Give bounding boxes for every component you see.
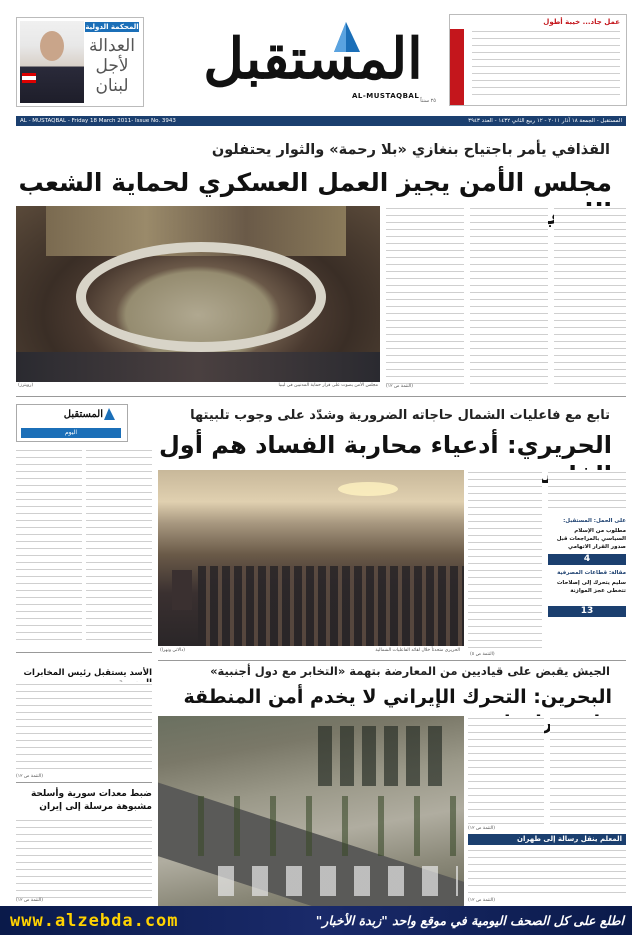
second-continued: (التتمة ص ٥) [470, 652, 495, 657]
logo [188, 14, 438, 98]
logo-english: AL-MUSTAQBAL [352, 92, 420, 100]
side-index-item-2[interactable]: سليم يتحرك إلى إصلاحات تتخطى عجز الموازنة [556, 580, 626, 594]
third-continued: (التتمة ص ١٢) [468, 826, 496, 831]
slogan-line-3: لبنان [95, 76, 129, 96]
third-headline: البحرين: التحرك الإيراني لا يخدم أمن المنطقة [183, 686, 612, 708]
photo-foreground [16, 352, 380, 382]
third-photo [158, 716, 464, 906]
side-index-item-1[interactable]: مطلوب من الإسلام السياسي بالمراجعات قبل صدور القرار الاتهامي [556, 528, 626, 550]
side-index-number-1: 4 [548, 554, 626, 565]
lead-headline: مجلس الأمن يجيز العمل العسكري لحماية الشعب [18, 168, 612, 197]
footer-promo: اطلع على كل الصحف اليومية في موقع واحد "زبدة الأخبار" [315, 913, 624, 928]
tanks [318, 726, 448, 786]
dateline-english: AL - MUSTAQBAL - Friday 18 March 2011- Issue No. 3943 [20, 118, 176, 124]
audience [198, 566, 464, 646]
chandelier [338, 482, 398, 496]
side-box-red-strip [450, 29, 464, 105]
third-column-2 [550, 716, 626, 826]
divider-1 [16, 396, 626, 397]
lead-column-2 [470, 206, 548, 384]
lead-column-1 [386, 206, 464, 384]
dateline-arabic: المستقبل - الجمعة ١٨ آذار ٢٠١١ - ١٢ ربيع الثاني ١٤٣٢ - العدد ٣٩٤٣ [468, 118, 622, 124]
podium [172, 570, 192, 610]
lead-photo-caption: مجلس الأمن يصوت على قرار حماية المدنيين في ليبيا [278, 383, 378, 388]
divider-2 [158, 660, 626, 661]
third-column-1 [468, 716, 544, 826]
tribunal-title: المحكمة الدولية [85, 23, 139, 31]
bottom-story-continued: (التتمة ص ١٢) [468, 898, 496, 903]
side-index-label-1: على الحمل: المستقبل: [563, 518, 626, 524]
palm-trees [168, 796, 464, 856]
tribunal-ad [16, 17, 144, 107]
side-box-text [472, 29, 620, 101]
price: ٢٥ سنتاً [420, 98, 436, 104]
today-logo: المستقبل [63, 409, 103, 420]
second-photo [158, 470, 464, 646]
side-box [449, 14, 627, 106]
side-index-text-top [548, 470, 626, 514]
second-left-column-2 [86, 448, 152, 646]
bottom-story-text [468, 848, 626, 898]
today-label: اليوم [21, 428, 121, 438]
today-sail-icon [101, 407, 117, 423]
lead-column-3 [554, 206, 626, 384]
lead-kicker: القذافي يأمر باجتياح بنغازي «بلا رحمة» والثوار يحتفلون [211, 142, 610, 158]
slogan-line-2: لأجل [95, 56, 129, 76]
lebanon-flag-icon [22, 73, 36, 83]
second-left-column-1 [16, 448, 82, 646]
brief-2-title: ضبط معدات سورية وأسلحة مشبوهة مرسلة إلى إيران [30, 789, 152, 812]
brief-1-title: الأسد يستقبل رئيس المخابرات [23, 668, 152, 678]
portrait-head [40, 31, 64, 61]
portrait-photo [20, 21, 84, 103]
parked-cars [218, 866, 458, 896]
divider-briefs [16, 782, 152, 783]
second-kicker: تابع مع فاعليات الشمال حاجاته الضرورية وشدّد على وجوب تلبيتها [190, 408, 610, 423]
brief-1-continued: (التتمة ص ١٢) [16, 774, 44, 779]
logo-arabic: المستقبل [203, 26, 423, 92]
footer-banner[interactable] [0, 906, 632, 935]
second-headline: الحريري: أدعياء محاربة الفساد هم أول [158, 431, 612, 459]
council-table [76, 242, 326, 352]
masthead [0, 0, 632, 118]
dateline-bar [16, 116, 626, 126]
brief-2-continued: (التتمة ص ١٢) [16, 898, 44, 903]
lead-photo [16, 206, 380, 382]
side-index [548, 470, 626, 650]
bottom-story-title: المعلم ينقل رسالة إلى طهران [468, 834, 626, 845]
second-photo-caption: الحريري متحدثاً خلال لقائه الفاعليات الشمالية [375, 648, 460, 653]
divider-left-box [16, 652, 152, 653]
third-kicker: الجيش يقبض على قياديين من المعارضة بتهمة «التخابر مع دول أجنبية» [210, 664, 610, 678]
brief-1-text [16, 682, 152, 772]
side-box-title: عمل جاد... خيبة أطول [543, 18, 620, 26]
second-photo-credit: (دالاتي ونهرا) [160, 648, 186, 653]
lead-photo-credit: (رويترز) [18, 383, 34, 388]
brief-2-text [16, 818, 152, 898]
second-column-1 [468, 470, 542, 650]
tribunal-slogan [85, 36, 139, 96]
footer-url[interactable]: www.alzebda.com [10, 911, 179, 931]
side-index-number-2: 13 [548, 606, 626, 617]
almustaqbal-today-box [16, 404, 128, 442]
slogan-line-1: العدالة [88, 36, 136, 56]
side-index-label-2: مقالة: قطاعات المصرفية [557, 570, 626, 576]
lead-continued: (التتمة ص ١٢) [386, 384, 414, 389]
